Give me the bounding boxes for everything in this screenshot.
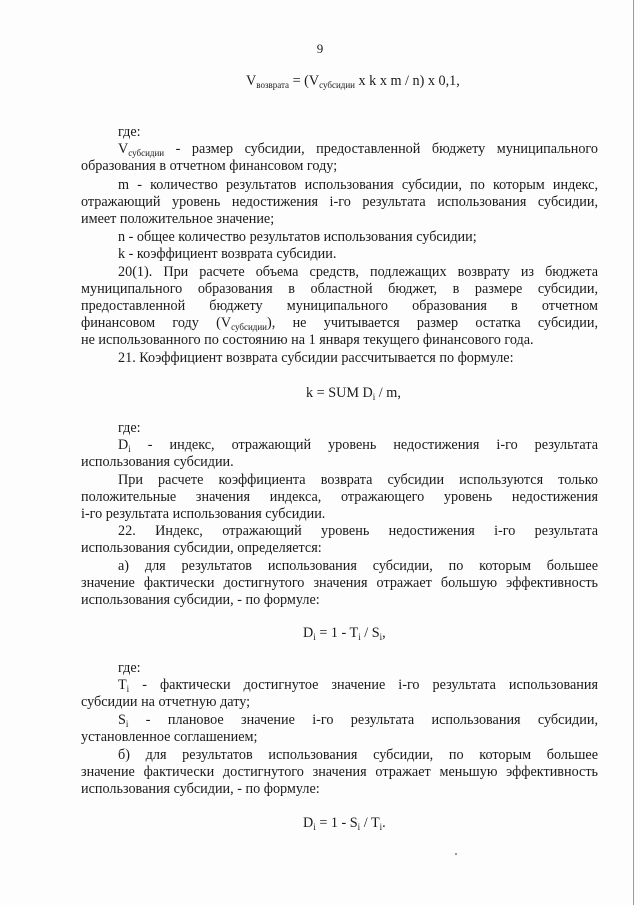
definition-m-line1: m - количество результатов использования субсидии, по которым индекс,	[118, 177, 598, 193]
definition-k: k - коэффициент возврата субсидии.	[118, 246, 337, 262]
formula-text: / m,	[375, 385, 401, 401]
definition-text: - плановое значение i-го результата использования субсидии,	[128, 712, 598, 728]
definition-text: - фактически достигнутое значение i-го результата использования	[129, 677, 598, 693]
formula-symbol: V	[246, 73, 257, 89]
item-b-line3: использования субсидии, - по формуле:	[81, 781, 320, 797]
formula-subscript: i	[357, 822, 361, 832]
item-b-line1: б) для результатов использования субсидии, по которым большее	[118, 747, 598, 763]
formula-symbol: T	[118, 677, 127, 693]
definition-si-line2: установленное соглашением;	[81, 729, 258, 745]
para-positive-line2: положительные значения индекса, отражающего уровень недостижения	[81, 489, 598, 505]
formula-return-coefficient	[306, 385, 401, 405]
formula-text: = 1 - S	[315, 815, 358, 831]
para-20-1-line3: предоставленной бюджету муниципального образования в отчетном	[81, 298, 598, 314]
formula-text: / T	[360, 815, 380, 831]
formula-text: k = SUM D	[306, 385, 373, 401]
definition-di-line2: использования субсидии.	[81, 454, 234, 470]
formula-subscript: i	[372, 392, 376, 402]
item-a-line2: значение фактически достигнутого значения отражает большую эффективность	[81, 575, 598, 591]
formula-subscript: i	[313, 632, 316, 642]
where-label: где:	[118, 420, 141, 436]
para-positive-line1: При расчете коэффициента возврата субсидии используются только	[118, 472, 598, 488]
formula-return-volume	[246, 73, 460, 93]
where-label: где:	[118, 660, 141, 676]
para-20-1-line2: муниципального образования в областной бюджет, в размере субсидии,	[81, 281, 598, 297]
formula-subscript: i	[379, 632, 383, 642]
where-label: где:	[118, 124, 141, 140]
formula-subscript: i	[379, 822, 383, 832]
formula-text: .	[382, 815, 386, 831]
formula-text: = (V	[289, 73, 320, 89]
para-22-line2: использования субсидии, определяется:	[81, 540, 322, 556]
formula-subscript: i	[125, 719, 129, 729]
formula-text: ,	[382, 625, 386, 641]
formula-subscript: i	[126, 684, 130, 694]
page-number: 9	[316, 41, 324, 56]
formula-subscript: i	[313, 822, 316, 832]
formula-subscript: субсидии	[319, 80, 355, 90]
item-b-line2: значение фактически достигнутого значения отражает меньшую эффективность	[81, 764, 598, 780]
definition-v-subsidy-line2: образования в отчетном финансовом году;	[81, 158, 338, 174]
para-21: 21. Коэффициент возврата субсидии рассчитывается по формуле:	[118, 350, 514, 366]
scan-speck	[455, 853, 457, 855]
formula-symbol: D	[303, 625, 314, 641]
formula-subscript: i	[358, 632, 361, 642]
formula-text: / S	[360, 625, 380, 641]
paragraph-text: ), не учитывается размер остатка субсидии,	[266, 315, 599, 331]
item-a-line1: а) для результатов использования субсидии, по которым большее	[118, 558, 598, 574]
formula-subscript: i	[128, 444, 131, 454]
para-20-1-line1: 20(1). При расчете объема средств, подлежащих возврату из бюджета	[118, 264, 598, 280]
scan-edge-line	[633, 0, 634, 905]
formula-symbol: D	[303, 815, 314, 831]
definition-n: n - общее количество результатов использования субсидии;	[118, 229, 477, 245]
formula-index-a	[303, 625, 386, 645]
formula-symbol: D	[118, 437, 129, 453]
formula-subscript: возврата	[256, 80, 290, 90]
formula-text: x k x m / n) x 0,1,	[354, 73, 460, 89]
definition-text: - индекс, отражающий уровень недостижения i-го результата	[130, 437, 598, 453]
item-a-line3: использования субсидии, - по формуле:	[81, 592, 320, 608]
definition-m-line3: имеет положительное значение;	[81, 211, 275, 227]
definition-m-line2: отражающий уровень недостижения i-го результата использования субсидии,	[81, 194, 598, 210]
paragraph-text: финансовом году (V	[81, 315, 232, 331]
para-22-line1: 22. Индекс, отражающий уровень недостижения i-го результата	[118, 523, 598, 539]
para-positive-line3: i-го результата использования субсидии.	[81, 506, 326, 522]
formula-index-b	[303, 815, 386, 835]
formula-subscript: субсидии	[128, 148, 165, 158]
formula-symbol: V	[118, 141, 129, 157]
para-20-1-line5: не использованного по состоянию на 1 января текущего финансового года.	[81, 332, 534, 348]
formula-subscript: субсидии	[231, 322, 267, 332]
formula-text: = 1 - T	[315, 625, 359, 641]
definition-ti-line2: субсидии на отчетную дату;	[81, 694, 251, 710]
formula-symbol: S	[118, 712, 126, 728]
definition-text: - размер субсидии, предоставленной бюджету муниципального	[164, 141, 598, 157]
